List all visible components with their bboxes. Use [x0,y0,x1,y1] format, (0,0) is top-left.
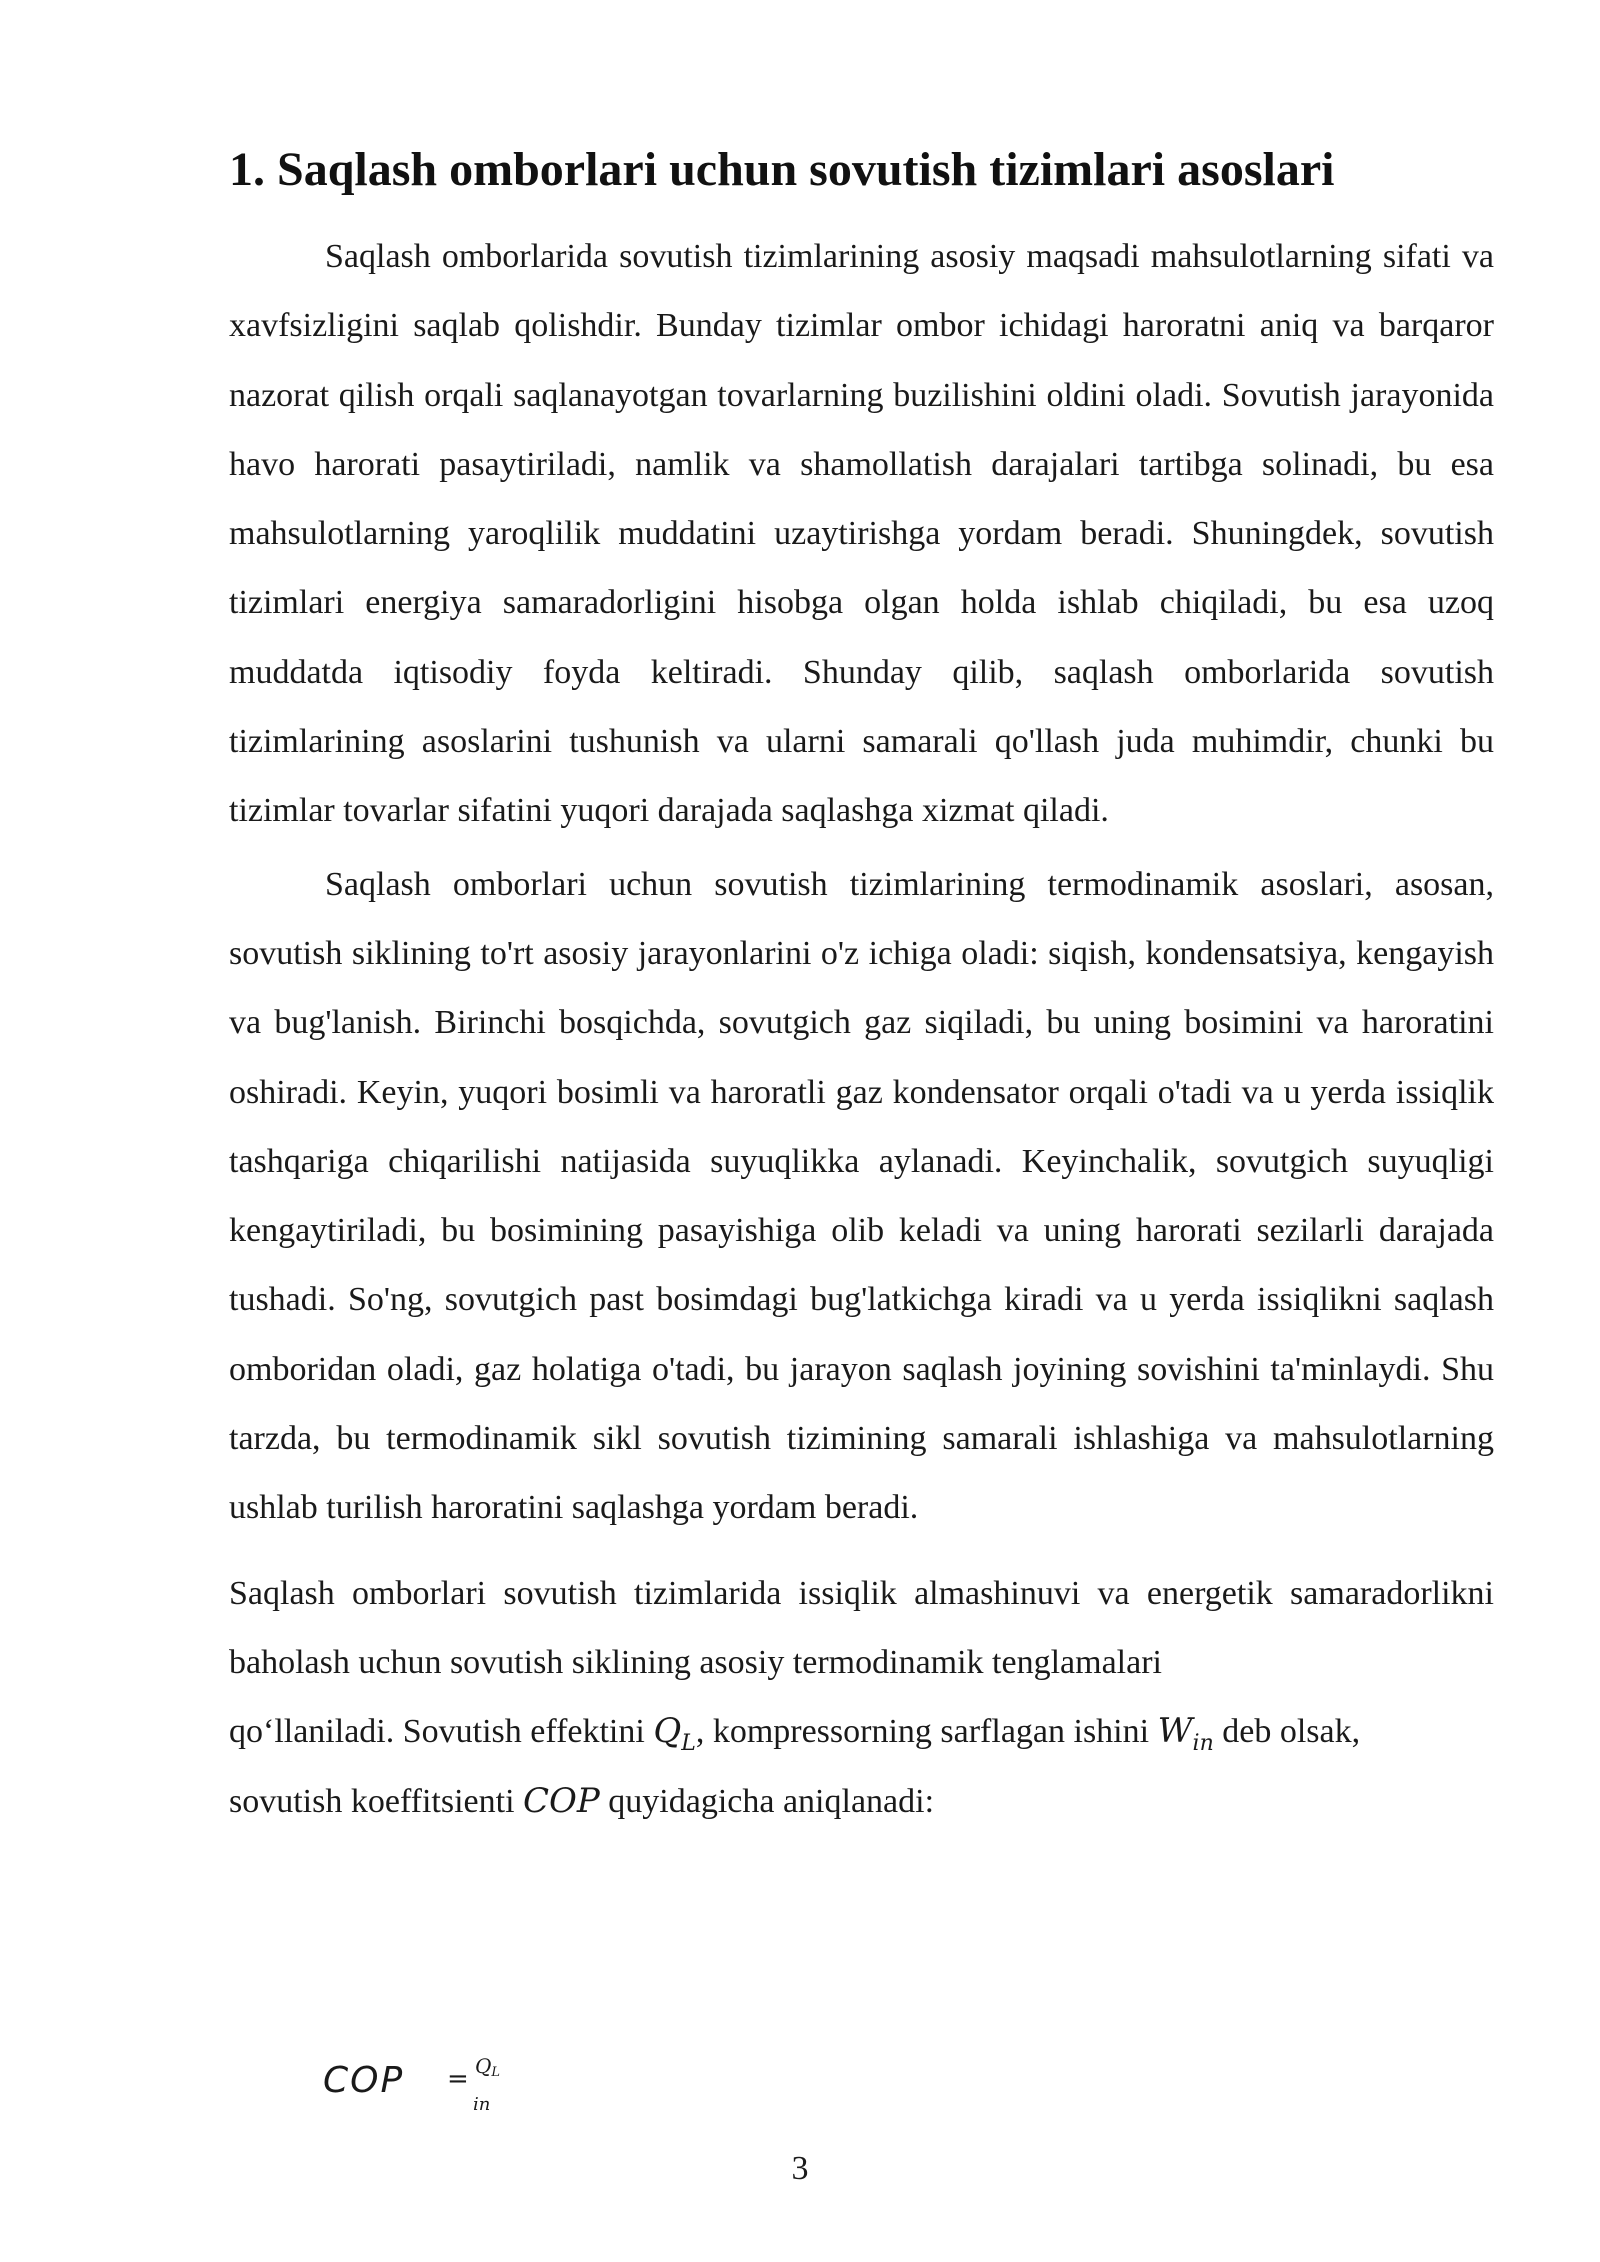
work-input-symbol: $W_{in}$ [1157,1711,1214,1757]
cop-symbol: COP [523,1780,600,1821]
cop-text-5: quyidagicha aniqlanadi: [599,1782,935,1820]
paragraph-purpose: Saqlash omborlarida sovutish tizimlarining asosiy maqsadi mahsulotlarning sifati va xavfsizligini saqlab qolishdir. Bunday tizimlar ombor ichidagi haroratni aniq va barqaror nazorat qilish orqali saqlanayotgan tovarlarning buzilishini oldini oladi. Sovutish jarayonida havo harorati pasaytiriladi, namlik va shamollatish darajalari tartibga solinadi, bu esa mahsulotlarning yaroqlilik muddatini uzaytirishga yordam beradi. Shuningdek, sovutish tizimlari energiya samaradorligini hisobga olgan holda ishlab chiqiladi, bu esa uzoq muddatda iqtisodiy foyda keltiradi. Shunday qilib, saqlash omborlarida sovutish tizimlarining asoslarini tushunish va ularni samarali qo'llash juda muhimdir, chunki bu tizimlar tovarlar sifatini yuqori darajada saqlashga xizmat qiladi. [229,238,1494,830]
paragraph-thermodynamic-cycle: Saqlash omborlari uchun sovutish tizimlarining termodinamik asoslari, asosan, sovutish siklining to'rt asosiy jarayonlarini o'z ichiga oladi: siqish, kondensatsiya, kengayish va bug'lanish. Birinchi bosqichda, sovutgich gaz siqiladi, bu uning bosimini va haroratini oshiradi. Keyin, yuqori bosimli va haroratli gaz kondensator orqali o'tadi va u yerda issiqlik tashqariga chiqarilishi natijasida suyuqlikka aylanadi. Keyinchalik, sovutgich suyuqligi kengaytiriladi, bu bosimining pasayishiga olib keladi va uning harorati sezilarli darajada tushadi. So'ng, sovutgich past bosimdagi bug'latkichga kiradi va u yerda issiqlikni saqlash omboridan oladi, gaz holatiga o'tadi, bu jarayon saqlash joyining sovishini ta'minlaydi. Shu tarzda, bu termodinamik sikl sovutish tizimining samarali ishlashiga va mahsulotlarning ushlab turilish haroratini saqlashga yordam beradi. [229,865,1494,1527]
cop-text-2: , kompressorning sarflagan ishini [695,1713,1158,1751]
section-heading: 1. Saqlash omborlari uchun sovutish tizimlari asoslari [229,143,1335,196]
paragraph-equations-intro: Saqlash omborlari sovutish tizimlarida issiqlik almashinuvi va energetik samaradorlikni baholash uchun sovutish siklining asosiy termodinamik tenglamalari [229,1574,1494,1681]
cop-formula [323,2050,723,2120]
cooling-effect-symbol: $Q_L$ [653,1711,696,1757]
formula-equals: = [447,2064,469,2094]
cop-text-3: deb olsak, [1213,1713,1361,1751]
formula-denominator: in [473,2094,491,2115]
cop-text-1: qo‘llaniladi. Sovutish effektini [229,1713,654,1751]
document-page [229,130,1494,1836]
formula-numerator: $Q_L$ [475,2054,501,2080]
page-number: 3 [791,2150,809,2187]
cop-text-4: sovutish koeffitsienti [229,1782,524,1820]
formula-lhs: COP [323,2060,405,2101]
paragraph-cop-definition [229,1697,1494,1836]
